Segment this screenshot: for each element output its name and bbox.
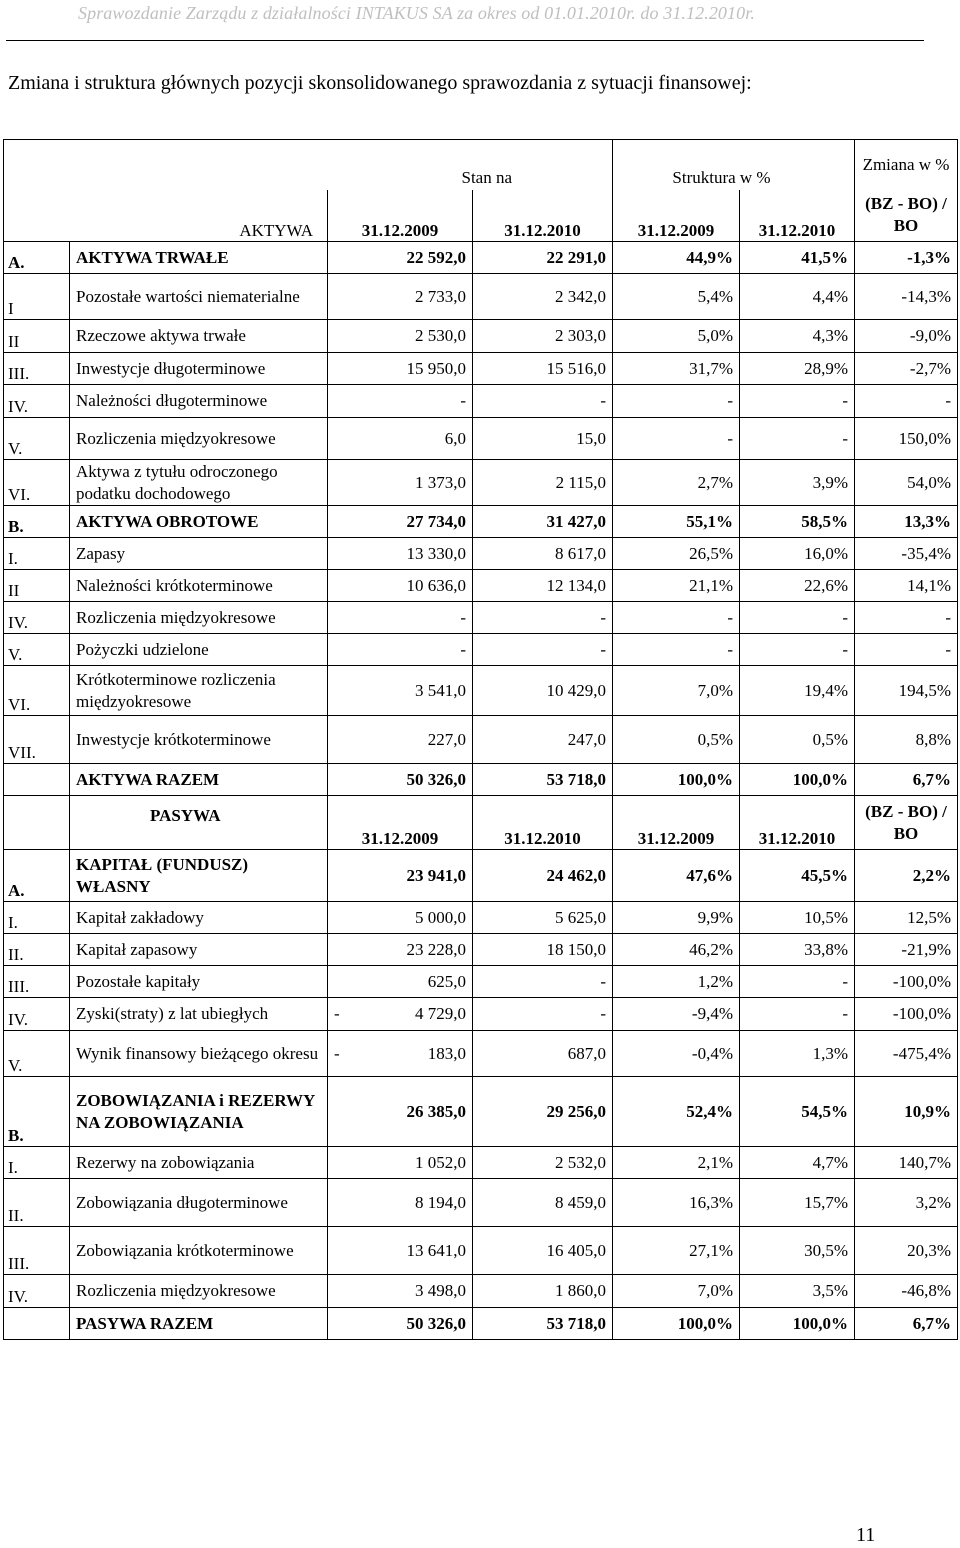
row-number: A. [4,242,70,274]
table-row [4,418,958,460]
value-2009-amount: 13 641,0 [406,1240,466,1260]
pasywa-header-row [4,796,958,850]
header-row-1 [4,140,958,190]
row-label: Rozliczenia międzyokresowe [70,602,328,634]
row-label: Należności długoterminowe [70,385,328,418]
table-row [4,460,958,506]
row-number: IV. [4,998,70,1031]
structure-2010: 10,5% [740,902,855,934]
value-2009-amount: 4 729,0 [415,1004,466,1023]
structure-2010: 100,0% [740,1308,855,1340]
structure-2010: - [740,602,855,634]
row-label: Rezerwy na zobowiązania [70,1147,328,1179]
change-percent: -9,0% [855,320,958,353]
row-label: Zobowiązania długoterminowe [70,1179,328,1227]
header-empty-cell [4,140,70,190]
row-number: I. [4,1147,70,1179]
change-percent: -46,8% [855,1275,958,1308]
structure-2009: 26,5% [613,538,740,570]
row-number: IV. [4,385,70,418]
row-number: III. [4,353,70,385]
date-header-2009: 31.12.2009 [328,190,473,242]
structure-2009: 31,7% [613,353,740,385]
value-2010: 12 134,0 [473,570,613,602]
table-row [4,242,958,274]
header-rule [6,40,924,41]
change-percent: 13,3% [855,506,958,538]
change-percent: 14,1% [855,570,958,602]
structure-2010: 33,8% [740,934,855,966]
structure-2010: 19,4% [740,666,855,716]
financial-position-table [3,139,958,1340]
value-2010: 687,0 [473,1031,613,1077]
row-label: Kapitał zakładowy [70,902,328,934]
value-2010: 16 405,0 [473,1227,613,1275]
pasywa-date-header-4: 31.12.2010 [740,796,855,850]
row-label: AKTYWA OBROTOWE [70,506,328,538]
pasywa-date-header-2: 31.12.2010 [473,796,613,850]
value-2009-wrap [334,1044,466,1064]
value-2009-wrap [334,1241,466,1261]
running-title: Sprawozdanie Zarządu z działalności INTAKUS SA za okres od 01.01.2010r. do 31.12.2010r. [78,3,755,23]
value-2009: 2 530,0 [328,320,473,353]
change-percent: -35,4% [855,538,958,570]
structure-2009: 21,1% [613,570,740,602]
table-row [4,764,958,796]
page-header [0,0,960,40]
value-2009 [328,902,473,934]
row-label: Rozliczenia międzyokresowe [70,1275,328,1308]
structure-2010: 45,5% [740,850,855,902]
sign: - [334,1004,340,1023]
structure-2009: - [613,602,740,634]
bzbo-header: (BZ - BO) / BO [855,190,958,242]
value-2009 [328,1275,473,1308]
structure-2010: 22,6% [740,570,855,602]
value-2010: 2 342,0 [473,274,613,320]
row-label: KAPITAŁ (FUNDUSZ) WŁASNY [70,850,328,902]
value-2010: 8 459,0 [473,1179,613,1227]
structure-2010: 41,5% [740,242,855,274]
row-label: Pożyczki udzielone [70,634,328,666]
value-2010: 22 291,0 [473,242,613,274]
value-2009-wrap [334,1153,466,1173]
value-2009-amount: 23 941,0 [406,865,466,885]
structure-2010: - [740,418,855,460]
row-label: Wynik finansowy bieżącego okresu [70,1031,328,1077]
value-2009: 15 950,0 [328,353,473,385]
value-2009-wrap [334,908,466,928]
value-2010: - [473,966,613,998]
structure-2009: 2,1% [613,1147,740,1179]
value-2009: 1 373,0 [328,460,473,506]
table-row [4,1031,958,1077]
table-row [4,998,958,1031]
row-number: V. [4,418,70,460]
change-percent: -100,0% [855,998,958,1031]
row-number: II [4,320,70,353]
row-label: Kapitał zapasowy [70,934,328,966]
row-number [4,764,70,796]
row-number: II. [4,934,70,966]
value-2009: 3 541,0 [328,666,473,716]
structure-2009: - [613,385,740,418]
value-2010: 15,0 [473,418,613,460]
structure-2010: 4,7% [740,1147,855,1179]
value-2009: - [328,634,473,666]
table-row [4,1147,958,1179]
value-2009: - [328,385,473,418]
structure-2010: 28,9% [740,353,855,385]
structure-2010: 15,7% [740,1179,855,1227]
value-2009: 10 636,0 [328,570,473,602]
row-number: B. [4,1077,70,1147]
row-label: Inwestycje krótkoterminowe [70,716,328,764]
value-2010: - [473,998,613,1031]
value-2009-amount: 3 498,0 [415,1281,466,1300]
header-row-2 [4,190,958,242]
structure-2009: - [613,634,740,666]
date-header-2010: 31.12.2010 [473,190,613,242]
structure-2010: - [740,385,855,418]
change-percent: 150,0% [855,418,958,460]
value-2010: 2 115,0 [473,460,613,506]
structure-2009: 27,1% [613,1227,740,1275]
row-number: V. [4,634,70,666]
structure-2009: 1,2% [613,966,740,998]
value-2010: 15 516,0 [473,353,613,385]
value-2009 [328,1227,473,1275]
change-percent: 6,7% [855,764,958,796]
row-number: II [4,570,70,602]
value-2009 [328,1077,473,1147]
value-2009: 2 733,0 [328,274,473,320]
table-row [4,353,958,385]
value-2009: 6,0 [328,418,473,460]
value-2009-wrap [334,1193,466,1213]
row-number: IV. [4,1275,70,1308]
structure-2010: - [740,634,855,666]
value-2010: 53 718,0 [473,764,613,796]
structure-2009: 0,5% [613,716,740,764]
value-2009 [328,1179,473,1227]
structure-2009: 5,0% [613,320,740,353]
table-row [4,666,958,716]
row-label: Aktywa z tytułu odroczonego podatku dochodowego [70,460,328,506]
structure-2010: 58,5% [740,506,855,538]
structure-2009: 7,0% [613,666,740,716]
table-row [4,934,958,966]
value-2009-amount: 8 194,0 [415,1192,466,1212]
value-2010: 8 617,0 [473,538,613,570]
value-2009 [328,850,473,902]
change-percent: -100,0% [855,966,958,998]
structure-2009: 52,4% [613,1077,740,1147]
row-number: I [4,274,70,320]
row-number: VI. [4,666,70,716]
change-percent: -21,9% [855,934,958,966]
sign: - [334,1043,340,1063]
section-title: Zmiana i struktura głównych pozycji skonsolidowanego sprawozdania z sytuacji finansowej: [8,72,752,94]
value-2010: 247,0 [473,716,613,764]
value-2010: 24 462,0 [473,850,613,902]
value-2009: 22 592,0 [328,242,473,274]
value-2010: 53 718,0 [473,1308,613,1340]
row-label: AKTYWA TRWAŁE [70,242,328,274]
value-2010: 5 625,0 [473,902,613,934]
change-percent: 10,9% [855,1077,958,1147]
structure-2010: 0,5% [740,716,855,764]
structure-2010: 100,0% [740,764,855,796]
value-2010: 29 256,0 [473,1077,613,1147]
structure-2009: 100,0% [613,1308,740,1340]
change-percent: -2,7% [855,353,958,385]
row-label: Zyski(straty) z lat ubiegłych [70,998,328,1031]
change-percent: 12,5% [855,902,958,934]
value-2009-amount: 50 326,0 [406,1313,466,1333]
value-2009-amount: 183,0 [427,1043,466,1063]
change-percent: -14,3% [855,274,958,320]
value-2009-wrap [334,866,466,886]
value-2009-wrap [334,972,466,992]
pasywa-bzbo-header: (BZ - BO) / BO [855,796,958,850]
structure-2009: 47,6% [613,850,740,902]
structure-2010: 4,4% [740,274,855,320]
row-label: Należności krótkoterminowe [70,570,328,602]
structure-2009: -0,4% [613,1031,740,1077]
table-row [4,570,958,602]
table-row [4,538,958,570]
structure-2009: - [613,418,740,460]
value-2010: 1 860,0 [473,1275,613,1308]
value-2009: - [328,602,473,634]
row-label: Rzeczowe aktywa trwałe [70,320,328,353]
change-percent: 2,2% [855,850,958,902]
structure-2009: 16,3% [613,1179,740,1227]
table-row [4,274,958,320]
value-2009-wrap [334,1281,466,1301]
stan-na-header: Stan na [328,140,613,190]
row-number: II. [4,1179,70,1227]
table-row [4,1179,958,1227]
structure-2010: 1,3% [740,1031,855,1077]
value-2009: 13 330,0 [328,538,473,570]
change-percent: 20,3% [855,1227,958,1275]
value-2009-wrap [334,940,466,960]
change-percent: 6,7% [855,1308,958,1340]
header-empty-cell [4,190,70,242]
value-2009 [328,998,473,1031]
value-2010: 2 532,0 [473,1147,613,1179]
row-number: V. [4,1031,70,1077]
structure-2009: -9,4% [613,998,740,1031]
row-number: B. [4,506,70,538]
value-2009 [328,1308,473,1340]
row-label: AKTYWA RAZEM [70,764,328,796]
structure-2010: 4,3% [740,320,855,353]
change-percent: 54,0% [855,460,958,506]
pasywa-date-header-3: 31.12.2009 [613,796,740,850]
row-number: I. [4,902,70,934]
table-row [4,716,958,764]
table-row [4,902,958,934]
table-row [4,1275,958,1308]
row-number: III. [4,1227,70,1275]
change-percent: 194,5% [855,666,958,716]
row-label: Inwestycje długoterminowe [70,353,328,385]
value-2010: 10 429,0 [473,666,613,716]
change-percent: - [855,634,958,666]
table-row [4,506,958,538]
row-number [4,1308,70,1340]
row-label: Zapasy [70,538,328,570]
table-row [4,385,958,418]
change-percent: -475,4% [855,1031,958,1077]
value-2009-amount: 26 385,0 [406,1101,466,1121]
pasywa-date-header-1: 31.12.2009 [328,796,473,850]
value-2009-amount: 23 228,0 [406,939,466,959]
structure-2010: 54,5% [740,1077,855,1147]
structure-2009: 44,9% [613,242,740,274]
change-percent: 3,2% [855,1179,958,1227]
structure-header-2010: 31.12.2010 [740,190,855,242]
value-2009 [328,1031,473,1077]
row-number: III. [4,966,70,998]
change-percent: 8,8% [855,716,958,764]
row-label: Krótkoterminowe rozliczenia międzyokresowe [70,666,328,716]
row-label: Zobowiązania krótkoterminowe [70,1227,328,1275]
structure-2010: 30,5% [740,1227,855,1275]
change-percent: - [855,385,958,418]
header-empty-cell [70,140,328,190]
row-label: ZOBOWIĄZANIA i REZERWY NA ZOBOWIĄZANIA [70,1077,328,1147]
row-number: VI. [4,460,70,506]
row-number: I. [4,538,70,570]
aktywa-header: AKTYWA [70,190,328,242]
value-2009: 27 734,0 [328,506,473,538]
value-2010: - [473,602,613,634]
struktura-header: Struktura w % [613,140,855,190]
structure-2010: - [740,966,855,998]
row-label: Pozostałe wartości niematerialne [70,274,328,320]
row-label: PASYWA RAZEM [70,1308,328,1340]
table-row [4,966,958,998]
structure-2009: 55,1% [613,506,740,538]
structure-2009: 7,0% [613,1275,740,1308]
page-number: 11 [856,1524,876,1546]
table-row [4,1077,958,1147]
structure-2009: 2,7% [613,460,740,506]
structure-2009: 5,4% [613,274,740,320]
value-2010: - [473,634,613,666]
row-label: Rozliczenia międzyokresowe [70,418,328,460]
value-2009 [328,966,473,998]
value-2010: 2 303,0 [473,320,613,353]
structure-2010: 16,0% [740,538,855,570]
table-row [4,1227,958,1275]
value-2009-wrap [334,1004,466,1024]
structure-2010: - [740,998,855,1031]
row-label: Pozostałe kapitały [70,966,328,998]
change-percent: 140,7% [855,1147,958,1179]
row-number: A. [4,850,70,902]
structure-header-2009: 31.12.2009 [613,190,740,242]
change-percent: -1,3% [855,242,958,274]
table-row [4,1308,958,1340]
table-row [4,850,958,902]
value-2010: 31 427,0 [473,506,613,538]
change-percent: - [855,602,958,634]
value-2009: 50 326,0 [328,764,473,796]
structure-2009: 46,2% [613,934,740,966]
value-2010: 18 150,0 [473,934,613,966]
row-number: IV. [4,602,70,634]
value-2009: 227,0 [328,716,473,764]
table-row [4,320,958,353]
structure-2010: 3,9% [740,460,855,506]
table-row [4,634,958,666]
value-2010: - [473,385,613,418]
structure-2010: 3,5% [740,1275,855,1308]
structure-2009: 100,0% [613,764,740,796]
value-2009-wrap [334,1314,466,1334]
value-2009-amount: 5 000,0 [415,907,466,927]
row-number: VII. [4,716,70,764]
pasywa-header: PASYWA [70,796,328,850]
zmiana-header: Zmiana w % [855,140,958,190]
table-row [4,602,958,634]
structure-2009: 9,9% [613,902,740,934]
value-2009-wrap [334,1102,466,1122]
value-2009 [328,1147,473,1179]
header-empty-cell [4,796,70,850]
value-2009-amount: 1 052,0 [415,1152,466,1172]
value-2009 [328,934,473,966]
value-2009-amount: 625,0 [427,971,466,991]
